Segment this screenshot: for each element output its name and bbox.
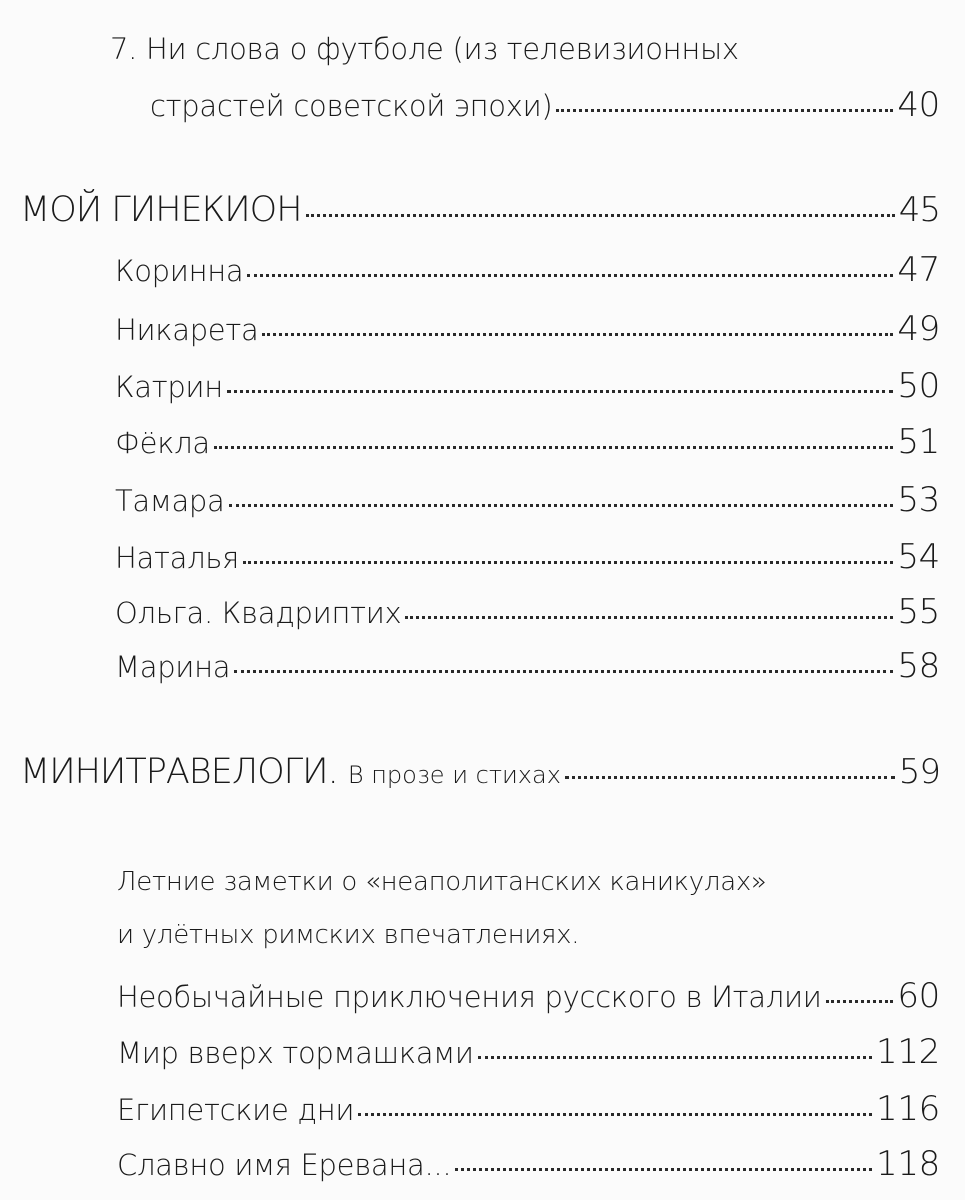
toc-entry (115, 480, 940, 520)
toc-entry-title: страстей советской эпохи) (150, 89, 553, 123)
toc-entry-title: Марина (115, 650, 231, 684)
dot-leader (306, 214, 895, 217)
toc-page-number: 60 (897, 976, 940, 1016)
dot-leader (478, 1056, 872, 1059)
toc-entry-title: Наталья (115, 541, 239, 575)
dot-leader (227, 390, 893, 393)
toc-page-number: 40 (897, 85, 940, 125)
section-note-line1: Летние заметки о «неаполитанских каникулах» (117, 867, 767, 897)
dot-leader (243, 561, 893, 564)
toc-page-number: 45 (898, 190, 940, 230)
toc-entry-intro (150, 85, 940, 125)
toc-page-number: 112 (876, 1032, 940, 1072)
dot-leader (405, 616, 893, 619)
section-title: МОЙ ГИНЕКИОН (20, 190, 302, 230)
section-title-main: МИНИТРАВЕЛОГИ. (20, 752, 338, 792)
toc-entry-title: Необычайные приключения русского в Италии (117, 980, 822, 1014)
toc-page-number: 54 (897, 537, 940, 577)
dot-leader (229, 504, 894, 507)
toc-entry (115, 309, 940, 349)
toc-entry (117, 1032, 940, 1072)
toc-entry-title: Катрин (115, 370, 223, 404)
toc-entry (115, 250, 940, 290)
toc-page-number: 47 (897, 250, 940, 290)
section-note-line2: и улётных римских впечатлениях. (117, 920, 580, 950)
toc-page-number: 118 (876, 1144, 940, 1184)
toc-entry-title: Никарета (115, 313, 259, 347)
toc-entry-title: Мир вверх тормашками (117, 1036, 474, 1070)
toc-entry-intro-line1: 7. Ни слова о футболе (из телевизионных (110, 32, 739, 66)
toc-page-number: 58 (897, 646, 940, 686)
toc-page-number: 53 (897, 480, 940, 520)
dot-leader (262, 333, 893, 336)
toc-section-heading (20, 190, 940, 230)
toc-page-number: 59 (898, 752, 940, 792)
toc-entry (115, 646, 940, 686)
toc-entry-title: Египетские дни (117, 1093, 355, 1127)
dot-leader (565, 776, 895, 779)
dot-leader (556, 109, 893, 112)
toc-page-number: 51 (897, 422, 940, 462)
toc-page-number: 49 (897, 309, 940, 349)
dot-leader (358, 1113, 872, 1116)
toc-entry (117, 1144, 940, 1184)
toc-entry (115, 366, 940, 406)
toc-entry (117, 976, 940, 1016)
dot-leader (247, 274, 893, 277)
dot-leader (214, 446, 894, 449)
dot-leader (455, 1168, 872, 1171)
toc-entry (115, 537, 940, 577)
toc-page-number: 50 (897, 366, 940, 406)
toc-entry (115, 422, 940, 462)
toc-entry-title: Коринна (115, 254, 244, 288)
toc-entry-title: Ольга. Квадриптих (115, 596, 402, 630)
toc-page-number: 116 (876, 1089, 940, 1129)
toc-entry-title: Славно имя Еревана... (117, 1148, 452, 1182)
toc-section-heading (20, 752, 940, 792)
dot-leader (826, 1000, 894, 1003)
toc-entry-title: Тамара (115, 484, 225, 518)
toc-entry (117, 1089, 940, 1129)
toc-entry-title: Фёкла (115, 426, 210, 460)
toc-page-number: 55 (897, 592, 940, 632)
section-title (20, 752, 561, 792)
section-subtitle: В прозе и стихах (347, 761, 561, 789)
toc-entry (115, 592, 940, 632)
dot-leader (234, 670, 893, 673)
